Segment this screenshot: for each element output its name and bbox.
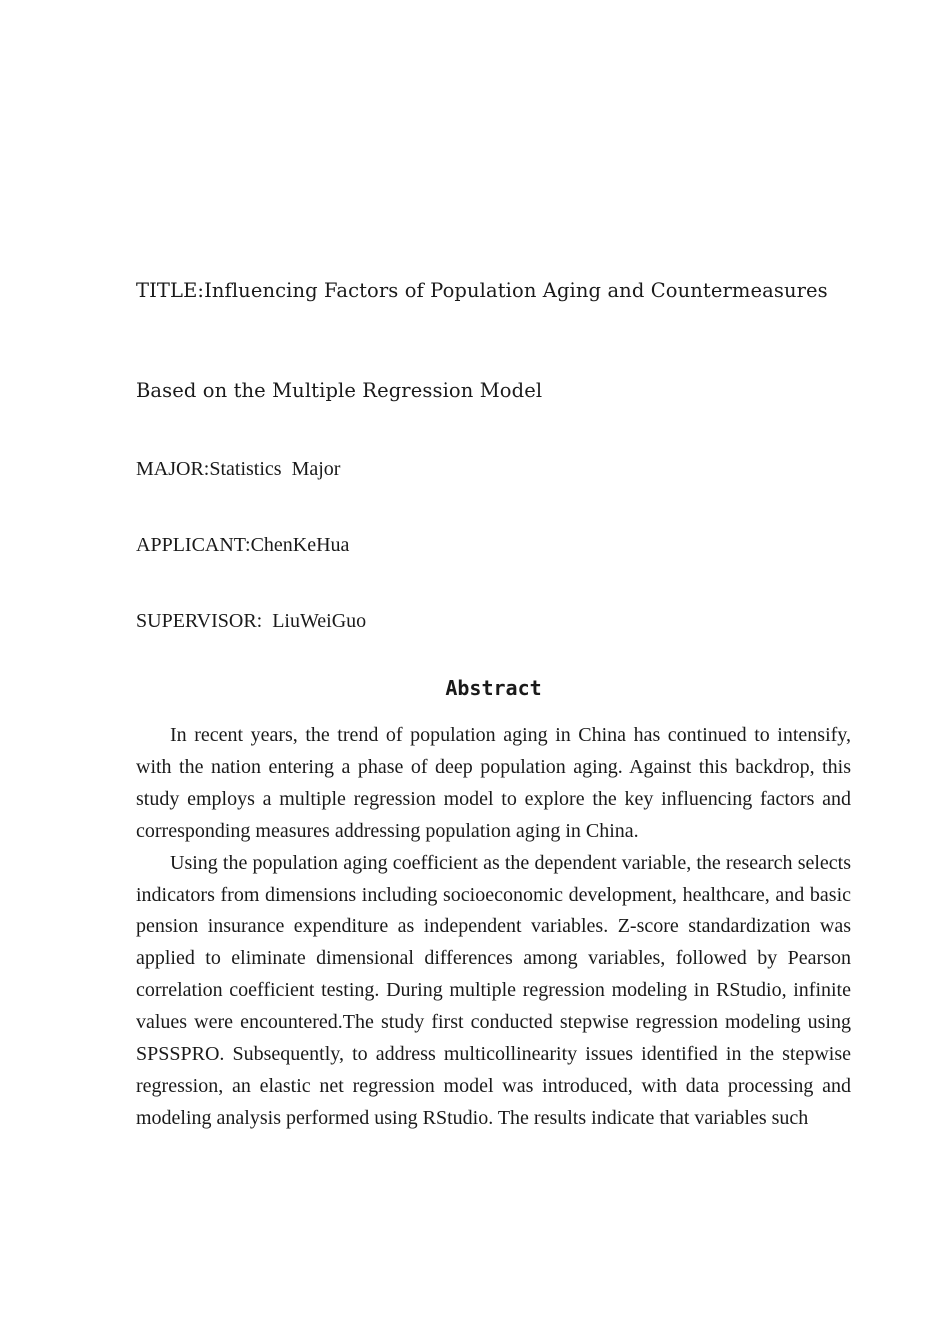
abstract-paragraph-1: In recent years, the trend of population aging in China has continued to intensify, with the nation entering a phase of deep population aging. Against this backdrop, this study employs a multiple regression model to explore the key influencing factors and corresponding measures addressing population aging in China. (136, 724, 851, 842)
abstract-body (136, 720, 851, 1135)
abstract-paragraph-2: Using the population aging coefficient as the dependent variable, the research selects indicators from dimensions including socioeconomic development, healthcare, and basic pension insurance expenditure as independent variables. Z-score standardization was applied to eliminate dimensional differences among variables, followed by Pearson correlation coefficient testing. During multiple regression modeling in RStudio, infinite values were encountered.The study first conducted stepwise regression modeling using SPSSPRO. Subsequently, to address multicollinearity issues identified in the stepwise regression, an elastic net regression model was introduced, with data processing and modeling analysis performed using RStudio. The results indicate that variables such (136, 851, 851, 1129)
major-line: MAJOR:Statistics Major (136, 458, 341, 480)
abstract-heading: Abstract (445, 676, 542, 700)
applicant-line: APPLICANT:ChenKeHua (136, 534, 350, 556)
supervisor-line: SUPERVISOR: LiuWeiGuo (136, 610, 367, 632)
thesis-title-line-1: TITLE:Influencing Factors of Population Aging and Countermeasures (136, 279, 828, 302)
thesis-title-line-2: Based on the Multiple Regression Model (136, 379, 543, 402)
